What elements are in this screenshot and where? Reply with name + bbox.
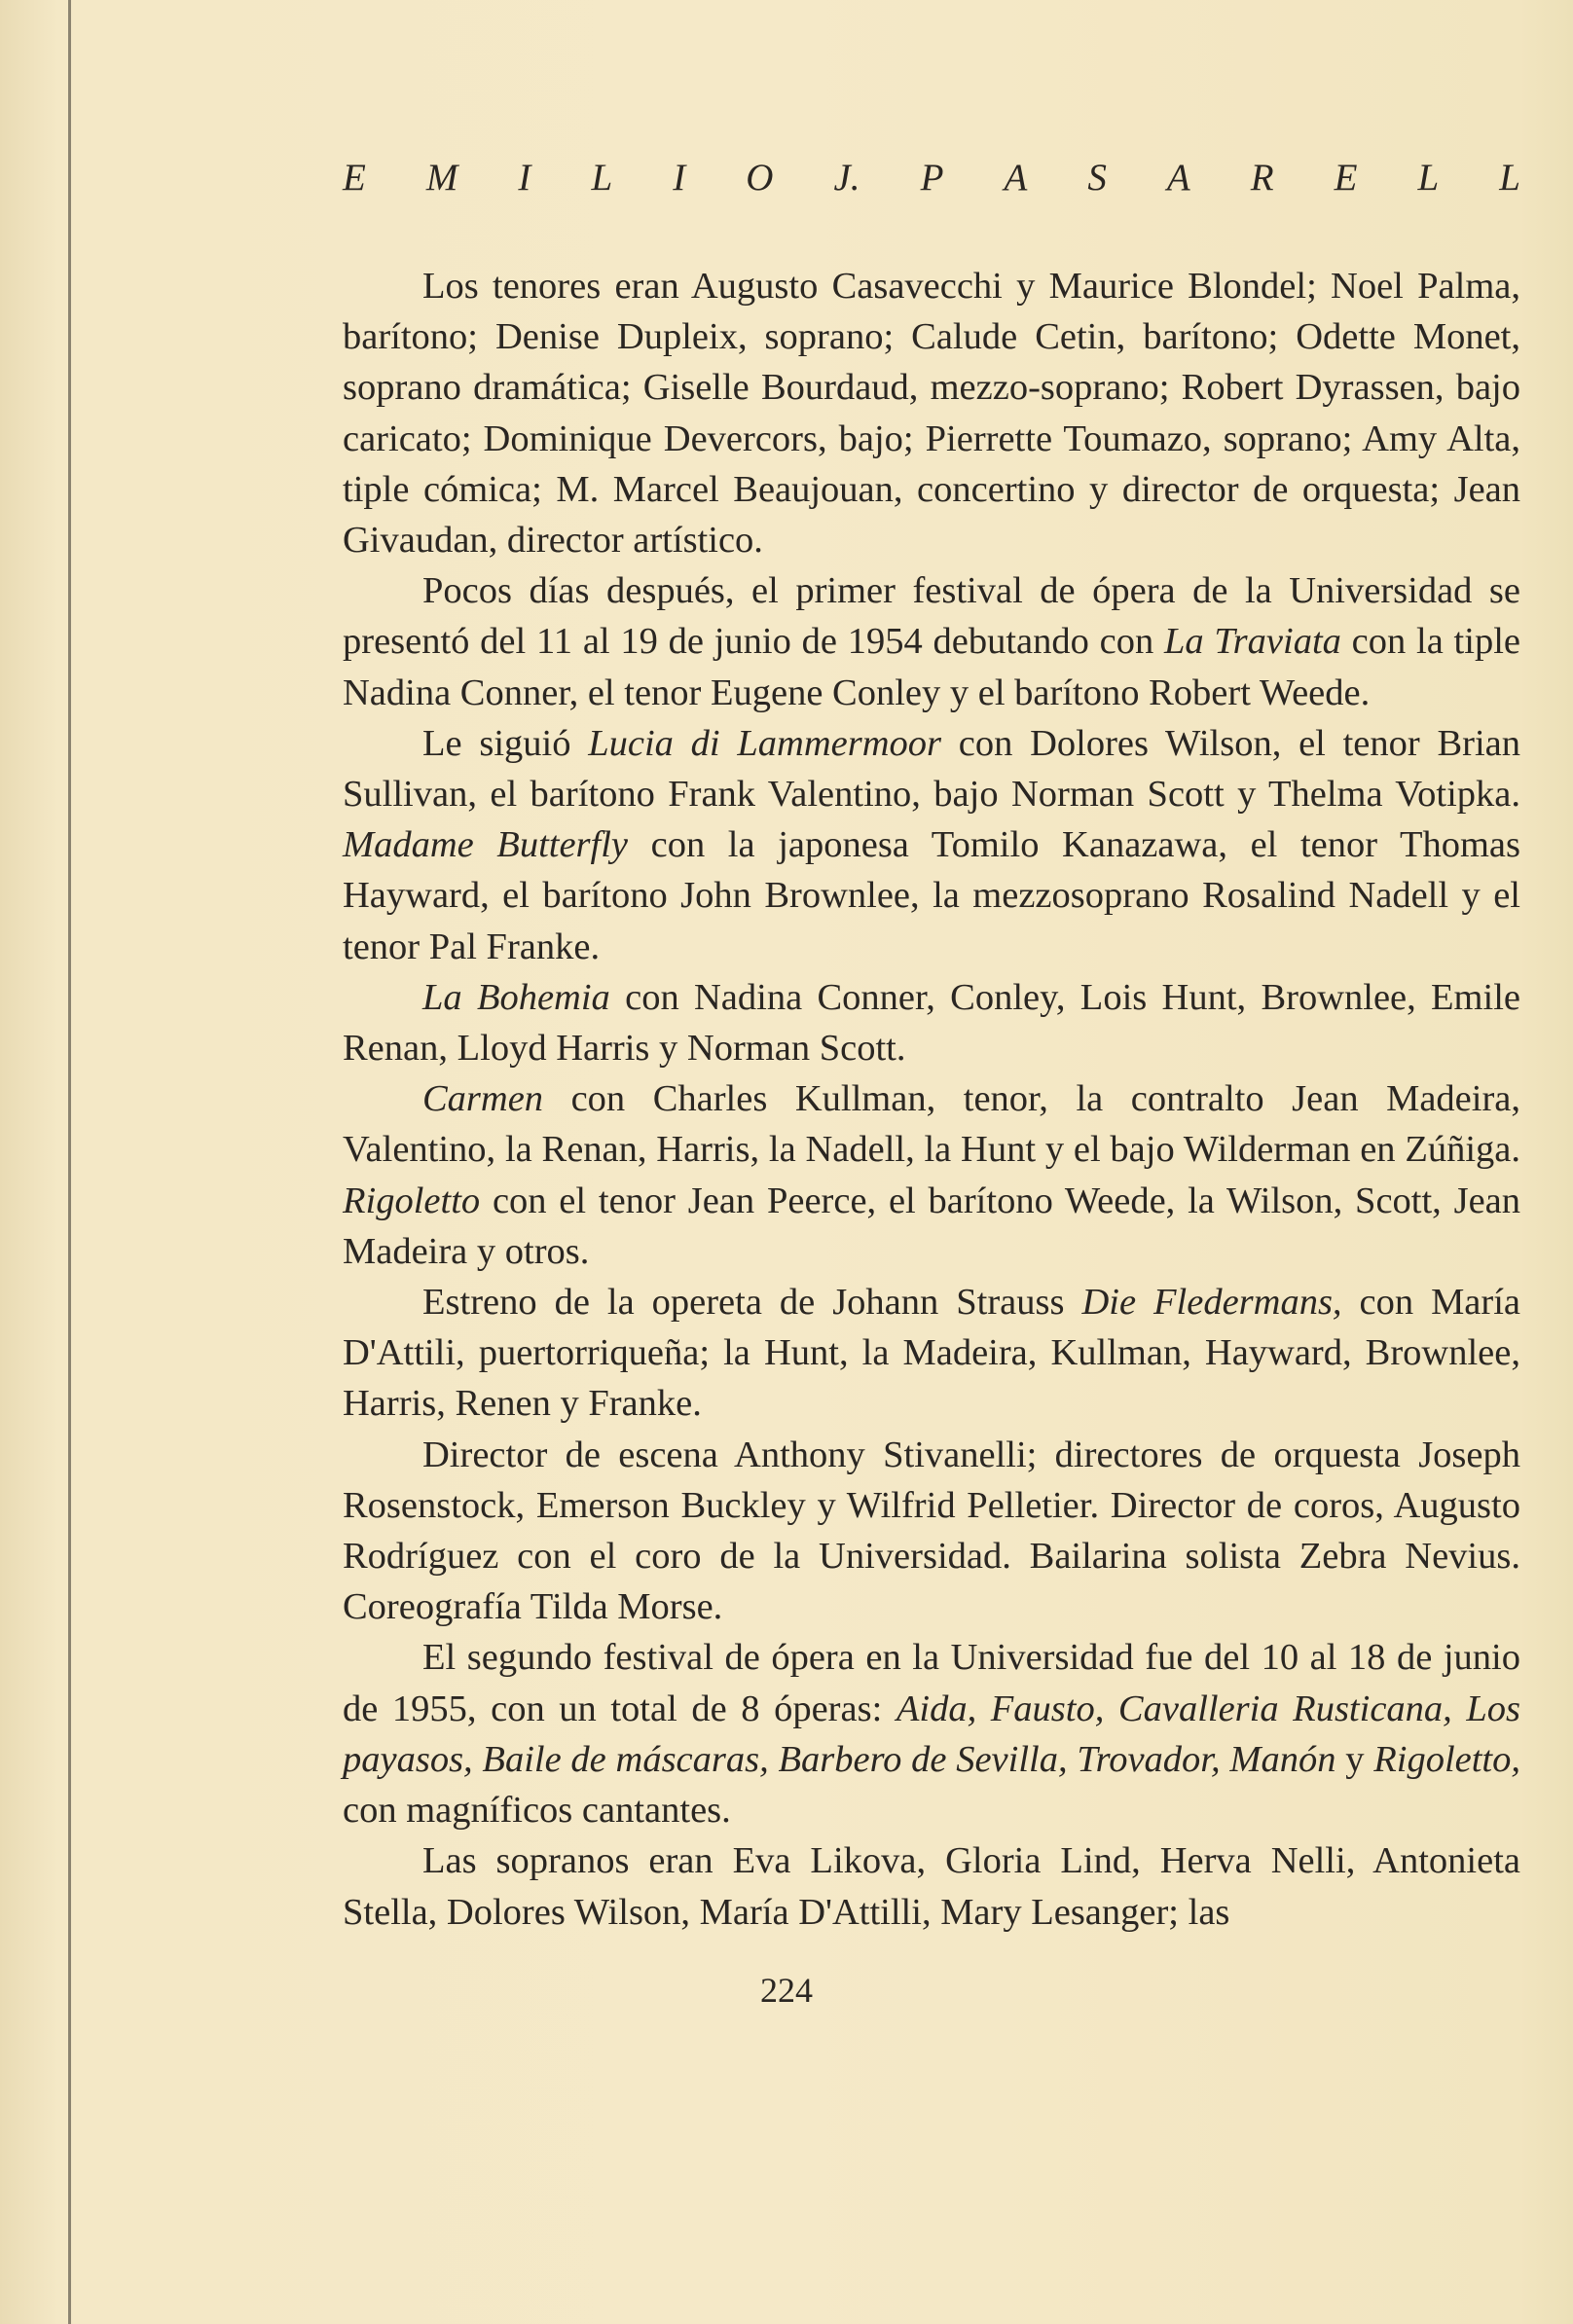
- text-run: con Nadina Conner, Conley, Lois Hunt, Brownlee, Emile Renan, Lloyd Harris y Norman Scott.: [343, 976, 1520, 1070]
- paragraph: [343, 565, 1520, 718]
- running-head-letter: I: [518, 157, 531, 199]
- running-head-letter: S: [1087, 157, 1107, 199]
- text-run: Director de escena Anthony Stivanelli; directores de orquesta Joseph Rosenstock, Emerson Buckley y Wilfrid Pelletier. Director de coros, Augusto Rodríguez con el coro de la Universidad. Bailarina solista Zebra Nevius. Coreografía Tilda Morse.: [343, 1434, 1520, 1628]
- paragraph: [343, 261, 1520, 565]
- running-head-letter: R: [1250, 157, 1274, 199]
- running-head-letter: O: [746, 157, 774, 199]
- running-head-letter: L: [591, 157, 613, 199]
- running-head-letter: E: [1334, 157, 1358, 199]
- text-run: con magníficos cantantes.: [343, 1790, 731, 1832]
- text-run: Pocos días después, el primer festival de ópera de la Universidad se presentó del 11 al 19 de junio de 1954 debutando con: [343, 570, 1520, 663]
- running-head-letter: M: [425, 157, 458, 199]
- text-run: y: [1335, 1738, 1374, 1780]
- text-run: con Charles Kullman, tenor, la contralto Jean Madeira, Valentino, la Renan, Harris, la Nadell, la Hunt y el bajo Wilderman en Zúñiga.: [343, 1078, 1520, 1171]
- text-run: con la tiple Nadina Conner, el tenor Eugene Conley y el barítono Robert Weede.: [343, 621, 1520, 713]
- text-run: Los tenores eran Augusto Casavecchi y Maurice Blondel; Noel Palma, barítono; Denise Dupleix, soprano; Calude Cetin, barítono; Odette Monet, soprano dramática; Giselle Bourdaud, mezzo-soprano; Robert Dyrassen, bajo caricato; Dominique Devercors, bajo; Pierrette Toumazo, soprano; Amy Alta, tiple cómica; M. Marcel Beaujouan, concertino y director de orquesta; Jean Givaudan, director artístico.: [343, 266, 1520, 562]
- running-head-author: [343, 156, 1520, 200]
- italic-title: Rigoletto,: [1373, 1738, 1521, 1780]
- italic-title: La Bohemia: [422, 976, 610, 1018]
- running-head-letter: P: [920, 157, 944, 199]
- text-run: con Dolores Wilson, el tenor Brian Sullivan, el barítono Frank Valentino, bajo Norman Scott y Thelma Votipka.: [343, 722, 1520, 816]
- running-head-letter: L: [1499, 157, 1520, 199]
- text-run: El segundo festival de ópera en la Universidad fue del 10 al 18 de junio de 1955, con un total de 8 óperas:: [343, 1637, 1520, 1729]
- running-head-letter: E: [343, 157, 366, 199]
- italic-title: Aida, Fausto, Cavalleria Rusticana, Los payasos, Baile de máscaras, Barbero de Sevilla, Trovador, Manón: [343, 1688, 1521, 1780]
- italic-title: Lucia di Lammermoor: [588, 722, 941, 764]
- paragraph: [343, 972, 1520, 1073]
- italic-title: La Traviata: [1163, 621, 1341, 663]
- running-head-letter: L: [1417, 157, 1440, 199]
- paragraph: [343, 1430, 1520, 1633]
- paragraph: [343, 718, 1520, 972]
- paragraph: [343, 1277, 1520, 1430]
- paragraph: [343, 1632, 1520, 1835]
- italic-title: Carmen: [422, 1078, 544, 1120]
- running-head-letter: J.: [833, 157, 860, 199]
- running-head-letter: A: [1004, 157, 1028, 199]
- text-run: con María D'Attili, puertorriqueña; la Hunt, la Madeira, Kullman, Hayward, Brownlee, Harris, Renen y Franke.: [343, 1282, 1521, 1425]
- running-head-letter: I: [673, 157, 686, 199]
- text-run: con el tenor Jean Peerce, el barítono Weede, la Wilson, Scott, Jean Madeira y otros.: [343, 1180, 1520, 1272]
- body-text: [343, 261, 1520, 1938]
- page-number: 224: [760, 1971, 813, 2010]
- italic-title: Madame Butterfly: [343, 824, 629, 866]
- text-run: con la japonesa Tomilo Kanazawa, el tenor Thomas Hayward, el barítono John Brownlee, la mezzosoprano Rosalind Nadell y el tenor Pal Franke.: [343, 824, 1520, 967]
- text-run: Estreno de la opereta de Johann Strauss: [422, 1282, 1082, 1324]
- paragraph: [343, 1835, 1520, 1937]
- paragraph: [343, 1073, 1520, 1277]
- text-run: Las sopranos eran Eva Likova, Gloria Lind, Herva Nelli, Antonieta Stella, Dolores Wilson, María D'Attilli, Mary Lesanger; las: [343, 1840, 1520, 1933]
- text-run: Le siguió: [422, 722, 589, 764]
- italic-title: Die Fledermans,: [1081, 1282, 1342, 1324]
- italic-title: Rigoletto: [343, 1180, 481, 1221]
- running-head-letter: A: [1166, 157, 1190, 199]
